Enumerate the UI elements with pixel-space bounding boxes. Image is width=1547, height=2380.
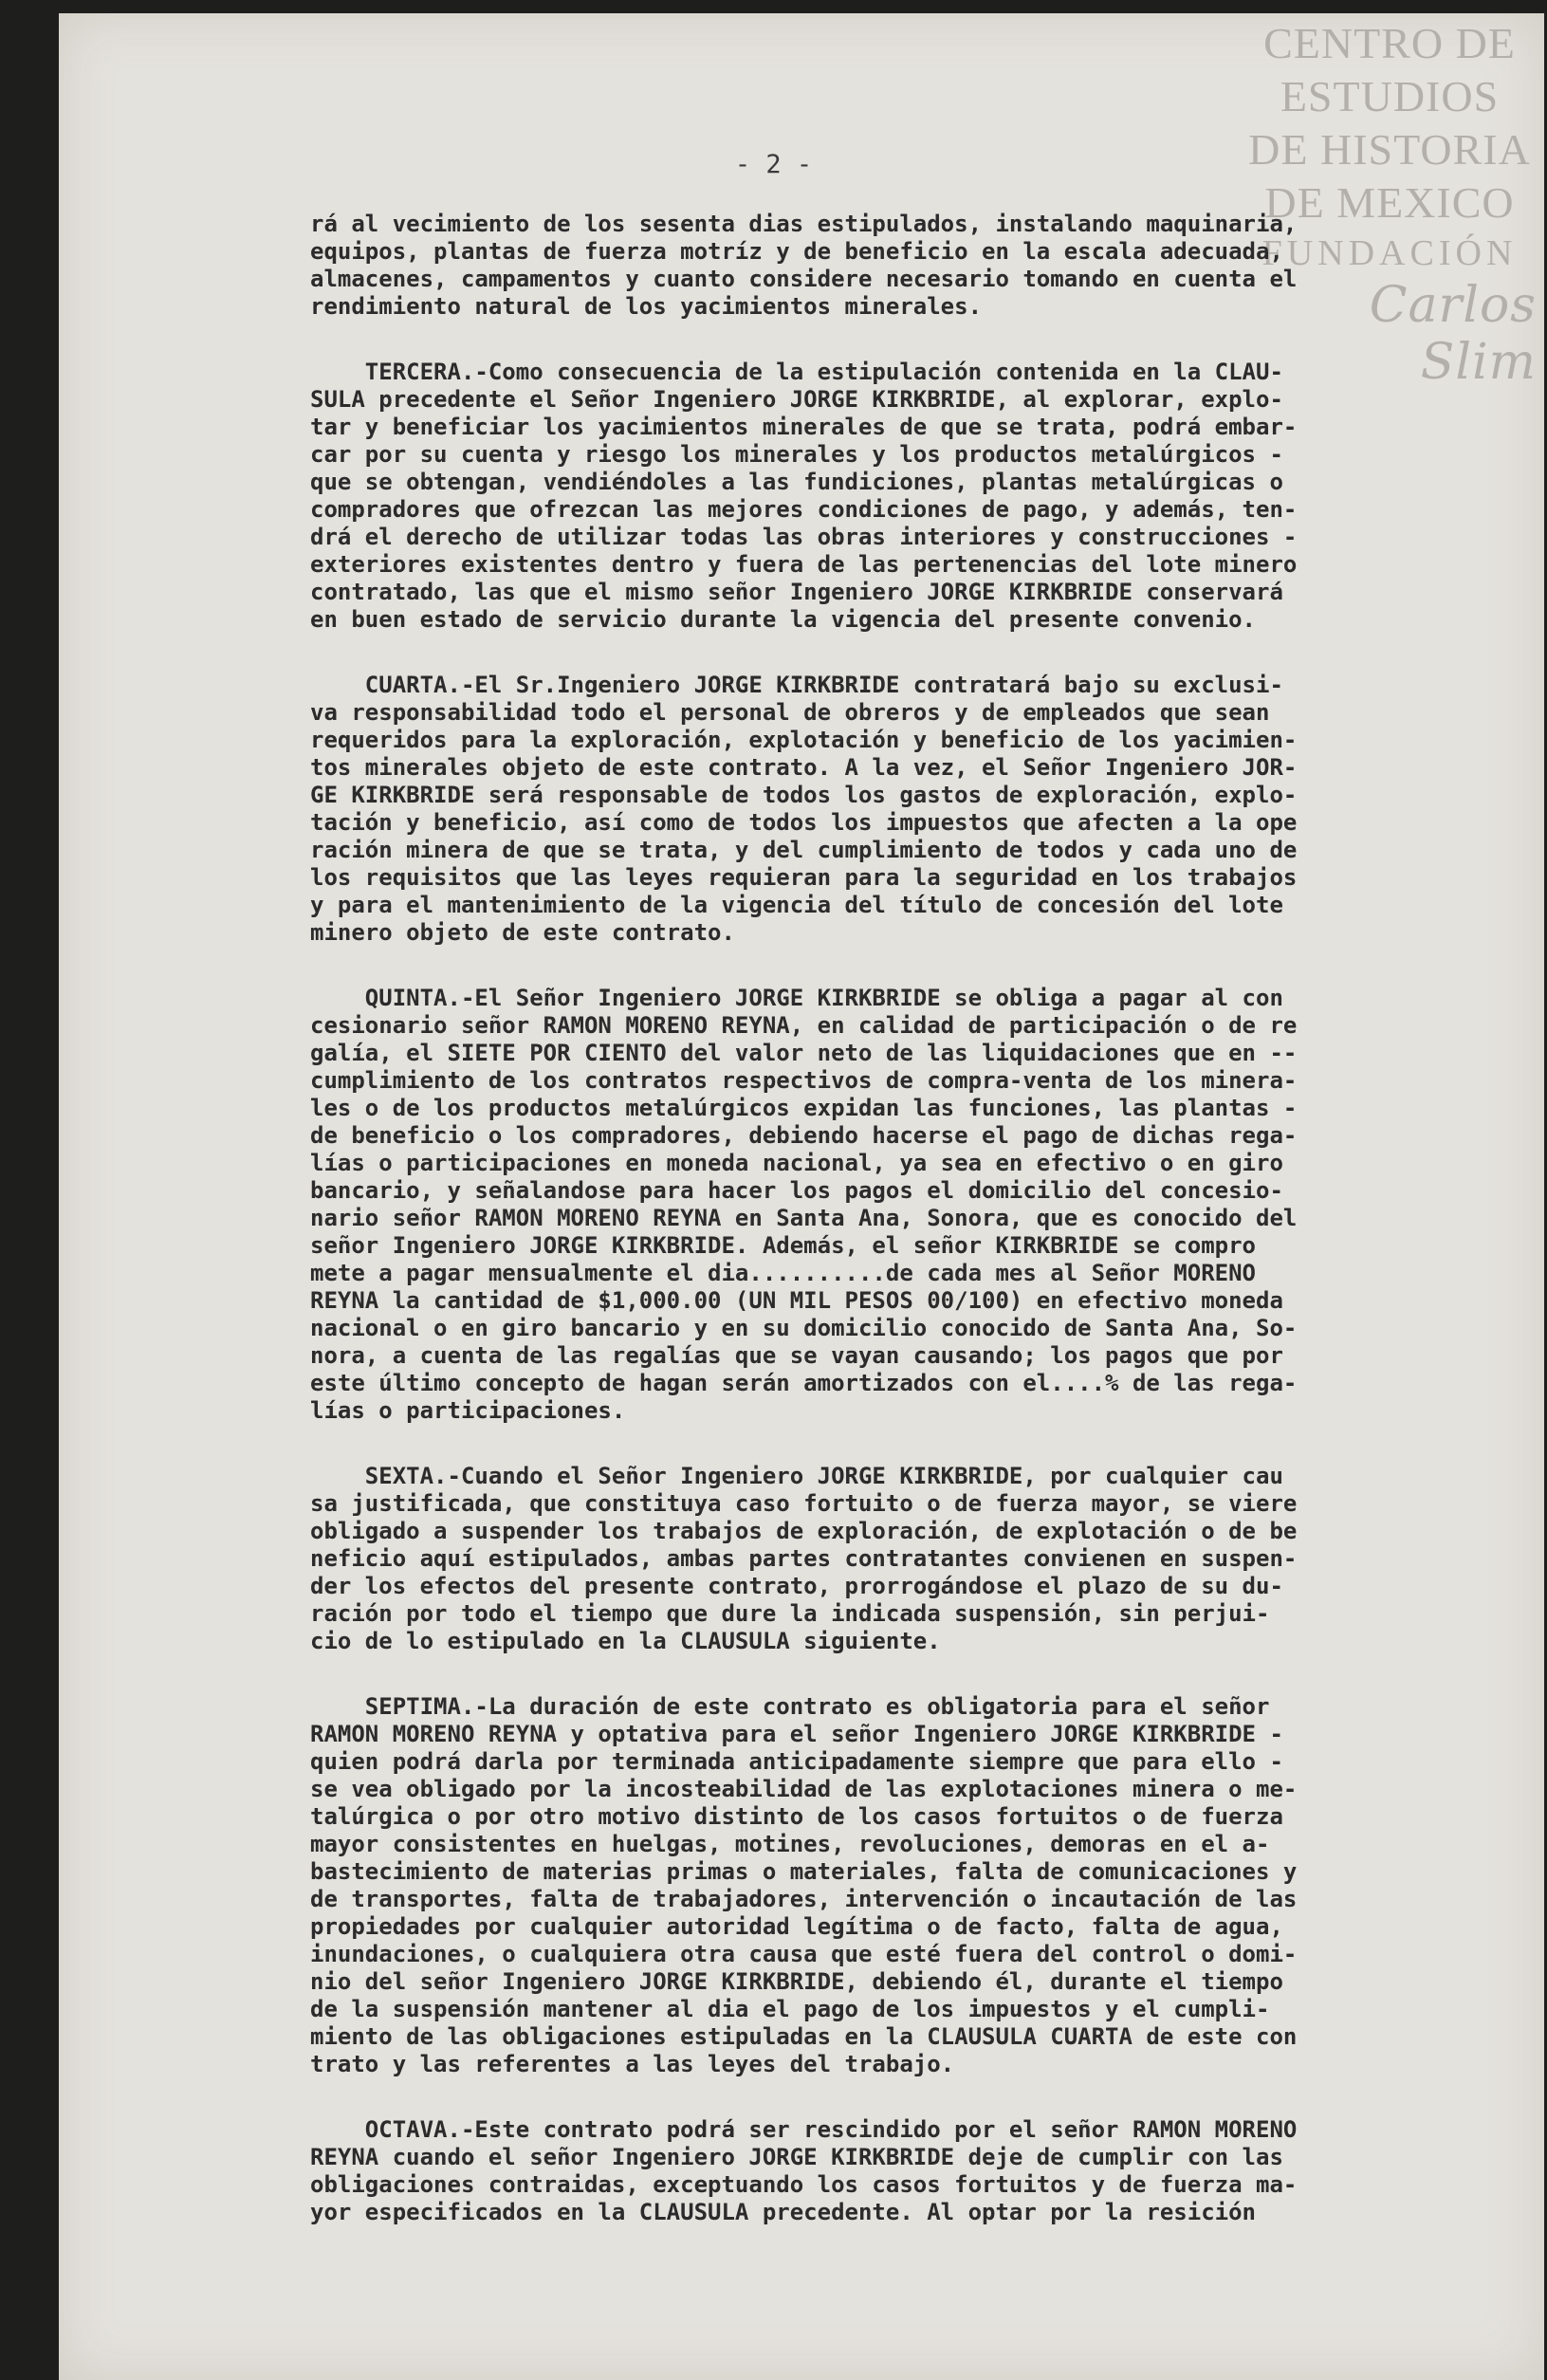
text-line: trato y las referentes a las leyes del trabajo. <box>310 2051 955 2077</box>
text-line: exteriores existentes dentro y fuera de las pertenencias del lote minero <box>310 551 1298 578</box>
clause-paragraph <box>310 1693 1453 2078</box>
text-line: les o de los productos metalúrgicos expidan las funciones, las plantas - <box>310 1095 1298 1121</box>
text-line: tación y beneficio, así como de todos los impuestos que afecten a la ope <box>310 809 1298 836</box>
text-line: minero objeto de este contrato. <box>310 919 735 946</box>
text-line: mete a pagar mensualmente el dia..........de cada mes al Señor MORENO <box>310 1260 1256 1286</box>
text-line: neficio aquí estipulados, ambas partes contratantes convienen en suspen- <box>310 1545 1298 1572</box>
text-line: quien podrá darla por terminada anticipadamente siempre que para ello - <box>310 1748 1283 1775</box>
text-line: mayor consistentes en huelgas, motines, revoluciones, demoras en el a- <box>310 1831 1270 1857</box>
text-line: de beneficio o los compradores, debiendo hacerse el pago de dichas rega- <box>310 1122 1298 1149</box>
watermark-line: DE MEXICO <box>1264 178 1515 227</box>
text-line: va responsabilidad todo el personal de obreros y de empleados que sean <box>310 699 1270 726</box>
clause-paragraph <box>310 672 1453 947</box>
text-line: SEPTIMA.-La duración de este contrato es obligatoria para el señor <box>310 1693 1270 1720</box>
text-line: TERCERA.-Como consecuencia de la estipulación contenida en la CLAU- <box>310 359 1283 385</box>
watermark-line: CENTRO DE <box>1263 19 1516 67</box>
text-line: de transportes, falta de trabajadores, intervención o incautación de las <box>310 1886 1298 1912</box>
text-line: se vea obligado por la incosteabilidad de las explotaciones minera o me- <box>310 1776 1298 1802</box>
text-line: der los efectos del presente contrato, prorrogándose el plazo de su du- <box>310 1573 1283 1599</box>
text-line: obligaciones contraidas, exceptuando los casos fortuitos y de fuerza ma- <box>310 2171 1298 2198</box>
clause-paragraph <box>310 359 1453 634</box>
text-line: CUARTA.-El Sr.Ingeniero JORGE KIRKBRIDE contratará bajo su exclusi- <box>310 672 1283 698</box>
text-line: nacional o en giro bancario y en su domicilio conocido de Santa Ana, So- <box>310 1315 1298 1341</box>
text-line: miento de las obligaciones estipuladas en la CLAUSULA CUARTA de este con <box>310 2023 1298 2050</box>
text-line: nora, a cuenta de las regalías que se vayan causando; los pagos que por <box>310 1342 1283 1369</box>
text-line: REYNA cuando el señor Ingeniero JORGE KIRKBRIDE deje de cumplir con las <box>310 2144 1283 2170</box>
text-line: compradores que ofrezcan las mejores condiciones de pago, y además, ten- <box>310 496 1298 523</box>
text-line: bancario, y señalandose para hacer los pagos el domicilio del concesio- <box>310 1177 1283 1204</box>
text-line: ración por todo el tiempo que dure la indicada suspensión, sin perjui- <box>310 1600 1270 1627</box>
watermark-line: ESTUDIOS <box>1280 72 1500 120</box>
text-line: cio de lo estipulado en la CLAUSULA siguiente. <box>310 1628 941 1654</box>
text-line: equipos, plantas de fuerza motríz y de beneficio en la escala adecuada, <box>310 238 1283 265</box>
clause-paragraph <box>310 985 1453 1425</box>
text-line: que se obtengan, vendiéndoles a las fundiciones, plantas metalúrgicas o <box>310 469 1283 495</box>
text-line: contratado, las que el mismo señor Ingeniero JORGE KIRKBRIDE conservará <box>310 579 1283 605</box>
text-line: drá el derecho de utilizar todas las obras interiores y construcciones - <box>310 524 1298 550</box>
text-line: yor especificados en la CLAUSULA precedente. Al optar por la resición <box>310 2199 1256 2225</box>
text-line: rendimiento natural de los yacimientos minerales. <box>310 293 983 320</box>
text-line: propiedades por cualquier autoridad legítima o de facto, falta de agua, <box>310 1913 1283 1940</box>
clause-paragraph <box>310 1463 1453 1655</box>
text-line: tar y beneficiar los yacimientos minerales de que se trata, podrá embar- <box>310 414 1298 440</box>
watermark-line: FUNDACIÓN <box>1262 233 1518 273</box>
text-line: nario señor RAMON MORENO REYNA en Santa Ana, Sonora, que es conocido del <box>310 1205 1298 1231</box>
text-line: talúrgica o por otro motivo distinto de los casos fortuitos o de fuerza <box>310 1803 1283 1830</box>
text-line: lías o participaciones. <box>310 1397 626 1424</box>
text-line: SULA precedente el Señor Ingeniero JORGE KIRKBRIDE, al explorar, explo- <box>310 386 1283 413</box>
watermark-signature: Carlos Slim <box>1369 277 1537 391</box>
text-line: en buen estado de servicio durante la vigencia del presente convenio. <box>310 606 1256 633</box>
text-line: car por su cuenta y riesgo los minerales y los productos metalúrgicos - <box>310 441 1283 468</box>
text-line: cumplimiento de los contratos respectivos de compra-venta de los minera- <box>310 1067 1298 1094</box>
text-line: galía, el SIETE POR CIENTO del valor neto de las liquidaciones que en -- <box>310 1040 1298 1066</box>
clause-paragraph <box>310 211 1453 321</box>
text-line: GE KIRKBRIDE será responsable de todos los gastos de exploración, explo- <box>310 782 1298 808</box>
text-line: señor Ingeniero JORGE KIRKBRIDE. Además, el señor KIRKBRIDE se compro <box>310 1232 1256 1259</box>
text-line: cesionario señor RAMON MORENO REYNA, en calidad de participación o de re <box>310 1012 1298 1039</box>
watermark-line: DE HISTORIA <box>1248 125 1531 174</box>
text-line: de la suspensión mantener al dia el pago de los impuestos y el cumpli- <box>310 1996 1270 2022</box>
text-line: este último concepto de hagan serán amortizados con el....% de las rega- <box>310 1370 1298 1396</box>
clause-paragraph <box>310 2116 1453 2226</box>
text-line: REYNA la cantidad de $1,000.00 (UN MIL PESOS 00/100) en efectivo moneda <box>310 1287 1283 1314</box>
text-line: requeridos para la exploración, explotación y beneficio de los yacimien- <box>310 727 1298 753</box>
text-line: SEXTA.-Cuando el Señor Ingeniero JORGE KIRKBRIDE, por cualquier cau <box>310 1463 1283 1489</box>
text-line: QUINTA.-El Señor Ingeniero JORGE KIRKBRIDE se obliga a pagar al con <box>310 985 1283 1011</box>
text-line: rá al vecimiento de los sesenta dias estipulados, instalando maquinaria, <box>310 211 1298 237</box>
page-number: - 2 - <box>734 150 813 179</box>
document-body <box>310 211 1453 2264</box>
text-line: nio del señor Ingeniero JORGE KIRKBRIDE, debiendo él, durante el tiempo <box>310 1968 1283 1995</box>
text-line: sa justificada, que constituya caso fortuito o de fuerza mayor, se viere <box>310 1490 1298 1517</box>
text-line: tos minerales objeto de este contrato. A la vez, el Señor Ingeniero JOR- <box>310 754 1298 781</box>
text-line: obligado a suspender los trabajos de exploración, de explotación o de be <box>310 1518 1298 1544</box>
text-line: OCTAVA.-Este contrato podrá ser rescindido por el señor RAMON MORENO <box>310 2116 1298 2143</box>
text-line: RAMON MORENO REYNA y optativa para el señor Ingeniero JORGE KIRKBRIDE - <box>310 1721 1283 1747</box>
text-line: almacenes, campamentos y cuanto considere necesario tomando en cuenta el <box>310 266 1298 292</box>
text-line: ración minera de que se trata, y del cumplimiento de todos y cada uno de <box>310 837 1298 863</box>
text-line: inundaciones, o cualquiera otra causa que esté fuera del control o domi- <box>310 1941 1298 1967</box>
text-line: y para el mantenimiento de la vigencia del título de concesión del lote <box>310 892 1283 918</box>
text-line: los requisitos que las leyes requieran para la seguridad en los trabajos <box>310 864 1298 891</box>
text-line: bastecimiento de materias primas o materiales, falta de comunicaciones y <box>310 1858 1298 1885</box>
text-line: lías o participaciones en moneda nacional, ya sea en efectivo o en giro <box>310 1150 1283 1176</box>
